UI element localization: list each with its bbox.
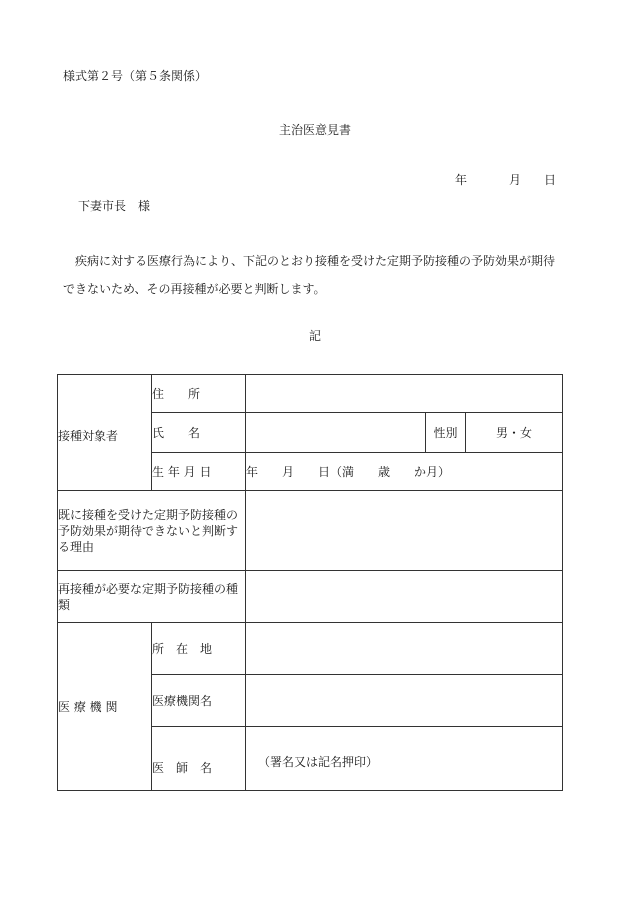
- revax-type-field[interactable]: [246, 571, 563, 623]
- date-month: 月: [509, 173, 522, 187]
- addressee: 下妻市長 様: [78, 199, 151, 213]
- subject-label: 接種対象者: [58, 375, 152, 491]
- address-field[interactable]: [246, 375, 563, 413]
- location-field[interactable]: [246, 623, 563, 675]
- sex-label: 性別: [426, 413, 466, 453]
- institution-name-field[interactable]: [246, 675, 563, 727]
- ki-heading: 記: [308, 329, 321, 343]
- name-field[interactable]: [246, 413, 426, 453]
- revax-type-label: 再接種が必要な定期予防接種の種類: [58, 571, 246, 623]
- doctor-field[interactable]: [246, 727, 563, 791]
- date-line: [455, 172, 556, 188]
- institution-label: 医 療 機 関: [58, 623, 152, 791]
- sex-field[interactable]: 男・女: [466, 413, 563, 453]
- institution-name-label: 医療機関名: [152, 675, 246, 727]
- date-day: 日: [544, 173, 557, 187]
- opinion-form-table: [57, 374, 563, 791]
- name-label: 氏 名: [152, 413, 246, 453]
- location-label: 所 在 地: [152, 623, 246, 675]
- reason-label: 既に接種を受けた定期予防接種の予防効果が期待できないと判断する理由: [58, 491, 246, 571]
- doctor-label: 医 師 名: [152, 727, 246, 791]
- signature-note: （署名又は記名押印）: [258, 754, 379, 769]
- document-title: 主治医意見書: [278, 123, 351, 137]
- date-year: 年: [455, 173, 468, 187]
- dob-label: 生 年 月 日: [152, 453, 246, 491]
- reason-field[interactable]: [246, 491, 563, 571]
- form-number: 様式第２号（第５条関係）: [63, 69, 208, 83]
- body-paragraph: 疾病に対する医療行為により、下記のとおり接種を受けた定期予防接種の予防効果が期待できないため、その再接種が必要と判断します。: [63, 254, 556, 296]
- address-label: 住 所: [152, 375, 246, 413]
- dob-field[interactable]: 年 月 日（満 歳 か月）: [246, 453, 563, 491]
